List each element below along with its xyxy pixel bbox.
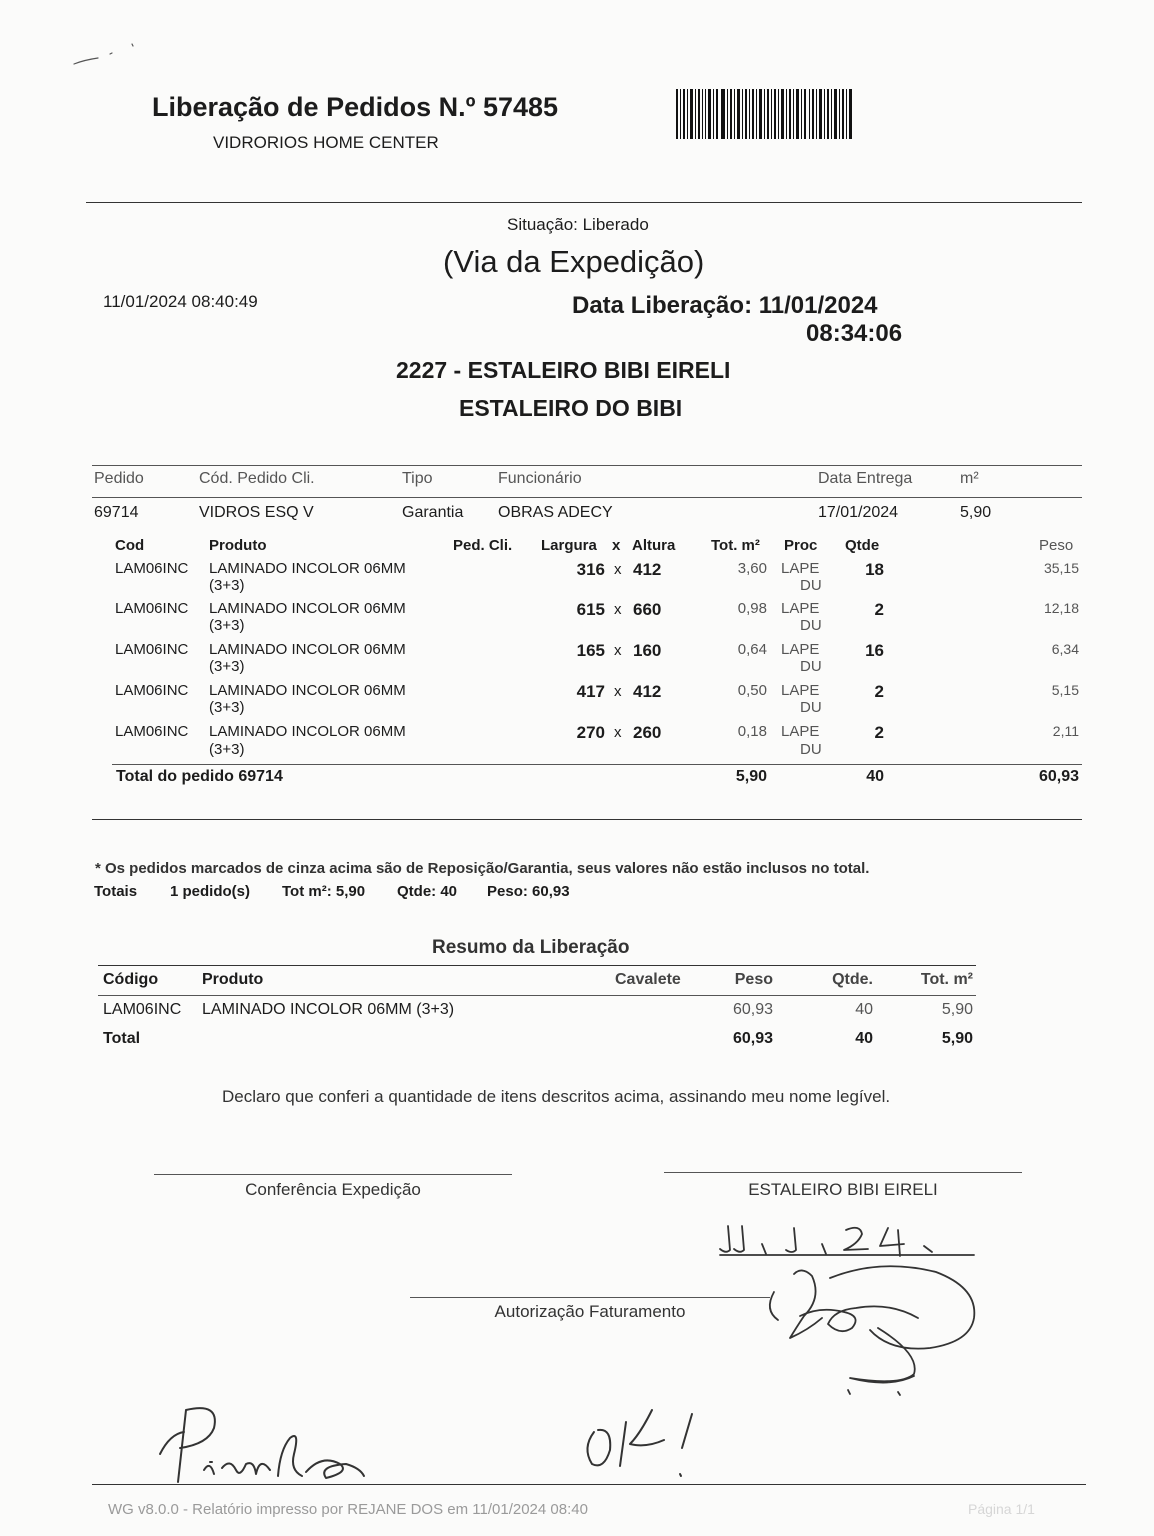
item-tot-m2: 3,60 xyxy=(737,560,767,577)
resumo-tot-m2: 5,90 xyxy=(941,1001,973,1018)
order-table-header-rule xyxy=(92,497,1082,498)
total-tot-m2: 5,90 xyxy=(735,768,767,785)
resumo-total-tot-m2: 5,90 xyxy=(941,1030,973,1047)
footer-rule xyxy=(92,1484,1086,1485)
item-peso: 35,15 xyxy=(1043,560,1079,576)
resumo-top-rule xyxy=(98,965,976,966)
col-altura: Altura xyxy=(632,537,676,554)
item-produto: LAMINADO INCOLOR 06MM xyxy=(209,723,406,740)
col-tipo: Tipo xyxy=(402,470,433,487)
signature-line-autorizacao xyxy=(410,1297,770,1298)
printed-timestamp: 11/01/2024 08:40:49 xyxy=(103,292,258,311)
item-tot-m2: 0,98 xyxy=(737,600,767,617)
order-m2: 5,90 xyxy=(960,504,992,521)
item-largura: 270 xyxy=(576,723,605,742)
item-altura: 412 xyxy=(633,682,662,701)
item-produto-cont: (3+3) xyxy=(209,658,245,675)
resumo-header-rule xyxy=(98,995,976,996)
handwritten-date-strokes xyxy=(716,1222,978,1258)
item-x: x xyxy=(614,601,622,618)
col-cod-pedido-cli: Cód. Pedido Cli. xyxy=(199,470,315,487)
item-proc: LAPE xyxy=(781,682,820,699)
item-largura: 316 xyxy=(576,560,605,579)
total-label: Total do pedido 69714 xyxy=(116,768,283,785)
col-funcionario: Funcionário xyxy=(498,470,582,487)
reposicao-note: * Os pedidos marcados de cinza acima são de Reposição/Garantia, seus valores não estão inclusos no total. xyxy=(95,860,870,877)
header-divider xyxy=(86,202,1082,203)
data-liberacao: Data Liberação: 11/01/2024 xyxy=(572,292,878,319)
resumo-col-peso: Peso xyxy=(734,971,773,988)
item-peso: 6,34 xyxy=(1051,641,1079,657)
col-data-entrega: Data Entrega xyxy=(818,470,913,487)
item-altura: 160 xyxy=(633,641,662,660)
item-produto-cont: (3+3) xyxy=(209,577,245,594)
item-produto-cont: (3+3) xyxy=(209,617,245,634)
col-x: x xyxy=(612,537,621,554)
order-tipo: Garantia xyxy=(402,504,464,521)
client-name: 2227 - ESTALEIRO BIBI EIRELI xyxy=(396,357,731,383)
item-peso: 5,15 xyxy=(1051,682,1079,698)
item-produto: LAMINADO INCOLOR 06MM xyxy=(209,600,406,617)
col-tot-m2: Tot. m² xyxy=(711,537,760,554)
items-total-rule xyxy=(112,764,1082,765)
item-cod: LAM06INC xyxy=(115,723,189,740)
item-largura: 417 xyxy=(576,682,605,701)
col-ped-cli: Ped. Cli. xyxy=(453,537,513,554)
col-qtde: Qtde xyxy=(845,537,880,554)
resumo-codigo: LAM06INC xyxy=(103,1001,182,1018)
col-peso: Peso xyxy=(1039,537,1074,554)
order-table-top-rule xyxy=(92,465,1082,466)
item-proc: LAPE xyxy=(781,560,820,577)
totais-label: Totais xyxy=(94,883,138,900)
item-cod: LAM06INC xyxy=(115,682,189,699)
item-peso: 2,11 xyxy=(1052,723,1079,739)
order-pedido: 69714 xyxy=(94,504,139,521)
client-fantasy-name: ESTALEIRO DO BIBI xyxy=(459,395,683,421)
handwritten-signature-name xyxy=(150,1404,370,1494)
item-qtde: 2 xyxy=(874,723,884,742)
item-altura: 412 xyxy=(633,560,662,579)
item-tot-m2: 0,18 xyxy=(737,723,767,740)
resumo-col-produto: Produto xyxy=(202,971,264,988)
item-produto-cont: (3+3) xyxy=(209,741,245,758)
item-proc-cont: DU xyxy=(800,577,822,594)
resumo-total-peso: 60,93 xyxy=(732,1030,773,1047)
col-m2: m² xyxy=(960,470,979,487)
item-qtde: 2 xyxy=(874,600,884,619)
col-produto: Produto xyxy=(209,537,267,554)
footer-printed-by: WG v8.0.0 - Relatório impresso por REJANE DOS em 11/01/2024 08:40 xyxy=(108,1501,588,1518)
item-proc-cont: DU xyxy=(800,741,822,758)
item-altura: 260 xyxy=(633,723,662,742)
resumo-produto: LAMINADO INCOLOR 06MM (3+3) xyxy=(202,1001,455,1018)
footer-page-number: Página 1/1 xyxy=(968,1501,1035,1517)
resumo-qtde: 40 xyxy=(855,1001,873,1018)
barcode xyxy=(676,89,852,139)
item-proc: LAPE xyxy=(781,600,820,617)
handwritten-ok-mark xyxy=(574,1404,704,1484)
resumo-total-qtde: 40 xyxy=(855,1030,873,1047)
item-cod: LAM06INC xyxy=(115,560,189,577)
item-x: x xyxy=(614,561,622,578)
total-peso: 60,93 xyxy=(1038,768,1079,785)
resumo-col-qtde: Qtde. xyxy=(832,971,873,988)
item-qtde: 18 xyxy=(865,560,884,579)
item-qtde: 16 xyxy=(865,641,884,660)
resumo-col-codigo: Código xyxy=(103,971,159,988)
col-pedido: Pedido xyxy=(94,470,144,487)
totais-peso: Peso: 60,93 xyxy=(487,883,570,900)
total-qtde: 40 xyxy=(866,768,884,785)
item-cod: LAM06INC xyxy=(115,600,189,617)
resumo-col-tot-m2: Tot. m² xyxy=(920,971,973,988)
signature-line-conferencia xyxy=(154,1174,512,1175)
item-proc: LAPE xyxy=(781,723,820,740)
order-funcionario: OBRAS ADECY xyxy=(498,504,613,521)
handwritten-signature-cliente xyxy=(760,1258,984,1400)
totais-qtde: Qtde: 40 xyxy=(397,883,458,900)
item-proc: LAPE xyxy=(781,641,820,658)
item-produto-cont: (3+3) xyxy=(209,699,245,716)
order-data-entrega: 17/01/2024 xyxy=(818,504,899,521)
declaration-text: Declaro que conferi a quantidade de itens descritos acima, assinando meu nome legível. xyxy=(222,1087,891,1106)
resumo-peso: 60,93 xyxy=(732,1001,773,1018)
items-end-rule xyxy=(92,819,1082,820)
data-liberacao-time: 08:34:06 xyxy=(806,320,903,347)
item-proc-cont: DU xyxy=(800,699,822,716)
item-largura: 165 xyxy=(576,641,605,660)
signature-label-autorizacao: Autorização Faturamento xyxy=(494,1302,686,1321)
item-produto: LAMINADO INCOLOR 06MM xyxy=(209,641,406,658)
resumo-col-cavalete: Cavalete xyxy=(615,971,681,988)
situacao: Situação: Liberado xyxy=(507,215,649,234)
col-largura: Largura xyxy=(541,537,597,554)
col-cod: Cod xyxy=(115,537,145,554)
signature-line-cliente xyxy=(664,1172,1022,1173)
item-proc-cont: DU xyxy=(800,617,822,634)
totais-m2: Tot m²: 5,90 xyxy=(282,883,366,900)
resumo-total-label: Total xyxy=(103,1030,141,1047)
item-altura: 660 xyxy=(633,600,662,619)
document-title: Liberação de Pedidos N.º 57485 xyxy=(152,92,559,122)
item-tot-m2: 0,50 xyxy=(737,682,767,699)
signature-label-conferencia: Conferência Expedição xyxy=(245,1180,421,1199)
item-x: x xyxy=(614,683,622,700)
item-produto: LAMINADO INCOLOR 06MM xyxy=(209,560,406,577)
scan-mark xyxy=(70,38,140,70)
signature-label-cliente: ESTALEIRO BIBI EIRELI xyxy=(748,1180,938,1199)
via-label: (Via da Expedição) xyxy=(443,244,705,279)
item-peso: 12,18 xyxy=(1043,600,1079,616)
item-x: x xyxy=(614,724,622,741)
item-produto: LAMINADO INCOLOR 06MM xyxy=(209,682,406,699)
company-name: VIDRORIOS HOME CENTER xyxy=(213,133,439,152)
col-proc: Proc xyxy=(784,537,818,554)
item-tot-m2: 0,64 xyxy=(737,641,767,658)
item-cod: LAM06INC xyxy=(115,641,189,658)
item-largura: 615 xyxy=(576,600,605,619)
resumo-title: Resumo da Liberação xyxy=(432,937,630,958)
item-proc-cont: DU xyxy=(800,658,822,675)
item-x: x xyxy=(614,642,622,659)
item-qtde: 2 xyxy=(874,682,884,701)
totais-pedidos: 1 pedido(s) xyxy=(170,883,251,900)
order-cod-pedido-cli: VIDROS ESQ V xyxy=(199,504,314,521)
